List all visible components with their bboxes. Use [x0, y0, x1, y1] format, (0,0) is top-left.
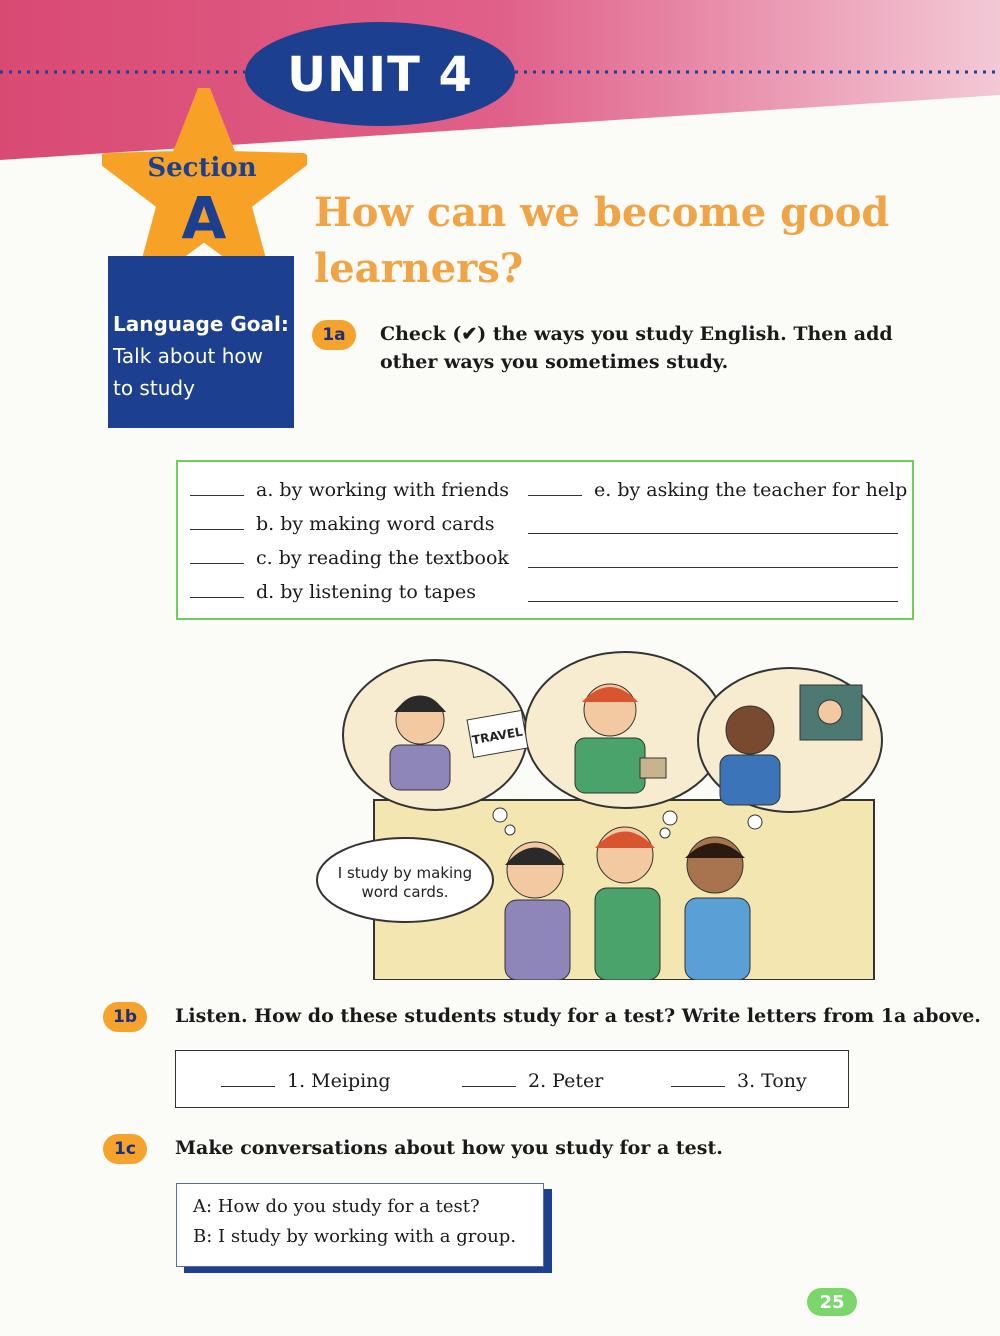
page-title-line2: learners?: [314, 245, 524, 292]
option-text: a. by working with friends: [256, 479, 509, 501]
option-text: c. by reading the textbook: [256, 547, 509, 569]
conversation-line-b: B: I study by working with a group.: [193, 1226, 517, 1247]
language-goal-label: Language Goal:: [113, 312, 289, 336]
student-meiping: [221, 1068, 391, 1092]
answer-blank[interactable]: [190, 545, 244, 564]
answer-blank[interactable]: [190, 579, 244, 598]
page-number: 25: [807, 1288, 857, 1316]
answer-blank[interactable]: [462, 1068, 516, 1087]
option-a: [190, 477, 509, 501]
exercise-1c-instruction: Make conversations about how you study for a test.: [175, 1137, 723, 1159]
option-text: e. by asking the teacher for help: [594, 479, 908, 501]
exercise-1a-badge: 1a: [312, 320, 356, 350]
answer-blank[interactable]: [671, 1068, 725, 1087]
option-d: [190, 579, 476, 603]
student-tony: [671, 1068, 807, 1092]
answer-blank[interactable]: [190, 511, 244, 530]
language-goal-line1: Talk about how: [113, 344, 263, 368]
section-word: Section: [147, 153, 257, 183]
exercise-1b-instruction: Listen. How do these students study for a test? Write letters from 1a above.: [175, 1005, 981, 1027]
answer-blank[interactable]: [190, 477, 244, 496]
extra-answer-line[interactable]: [528, 567, 898, 568]
student-name: 2. Peter: [528, 1070, 604, 1092]
page-title-line1: How can we become good: [314, 189, 890, 236]
conversation-line-a: A: How do you study for a test?: [193, 1196, 480, 1217]
option-b: [190, 511, 495, 535]
extra-answer-line[interactable]: [528, 601, 898, 602]
conversation-box: [176, 1183, 544, 1267]
card-word: TRAVEL: [471, 724, 524, 748]
answer-blank[interactable]: [528, 477, 582, 496]
option-text: b. by making word cards: [256, 513, 495, 535]
students-illustration: [310, 650, 890, 980]
extra-answer-line[interactable]: [528, 533, 898, 534]
exercise-1a-line2: other ways you sometimes study.: [380, 351, 729, 373]
page-title: [314, 185, 914, 297]
language-goal: [113, 308, 293, 404]
option-e: [528, 477, 907, 501]
language-goal-line2: to study: [113, 376, 195, 400]
option-c: [190, 545, 509, 569]
exercise-1c-badge: 1c: [103, 1134, 147, 1164]
section-letter: A: [181, 184, 227, 252]
exercise-1a-instruction: [380, 320, 893, 376]
answer-blank[interactable]: [221, 1068, 275, 1087]
unit-title: UNIT 4: [287, 46, 473, 103]
speech-line2: word cards.: [361, 883, 449, 901]
option-text: d. by listening to tapes: [256, 581, 476, 603]
speech-line1: I study by making: [337, 864, 473, 882]
student-name: 1. Meiping: [287, 1070, 391, 1092]
exercise-1a-line1: Check (✔) the ways you study English. Then add: [380, 323, 893, 345]
student-name: 3. Tony: [737, 1070, 807, 1092]
student-peter: [462, 1068, 603, 1092]
exercise-1b-badge: 1b: [103, 1002, 147, 1032]
